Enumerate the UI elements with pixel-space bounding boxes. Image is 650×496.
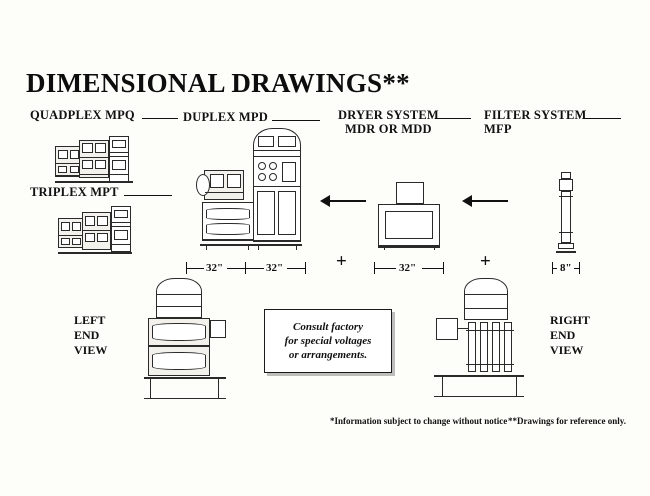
arrow-dryer-to-duplex	[320, 195, 366, 207]
right-end-view-label	[550, 313, 590, 358]
left-end-view-line2: END	[74, 328, 100, 342]
heading-duplex-rule	[272, 120, 320, 121]
consult-line3: or arrangements.	[288, 349, 368, 361]
heading-dryer-line2: MDR OR MDD	[345, 122, 432, 136]
filter-drawing	[555, 172, 577, 254]
left-end-view-label	[74, 313, 107, 358]
duplex-dim-left: 32"	[206, 262, 224, 274]
filter-dim: 8"	[560, 262, 572, 274]
dryer-dimension	[374, 262, 444, 278]
right-end-view-line2: END	[550, 328, 576, 342]
heading-filter-line2: MFP	[484, 122, 512, 136]
consult-line1: Consult factory	[293, 321, 363, 333]
heading-filter-line1: FILTER SYSTEM	[484, 108, 587, 122]
left-end-view-line3: VIEW	[74, 343, 108, 357]
duplex-dim-right: 32"	[266, 262, 284, 274]
plus-sign-1: +	[336, 251, 347, 272]
dryer-drawing	[378, 182, 442, 250]
triplex-drawing	[58, 206, 134, 254]
left-end-view-drawing	[134, 278, 232, 400]
heading-triplex: TRIPLEX MPT	[30, 185, 119, 199]
duplex-drawing	[196, 128, 306, 250]
filter-dimension	[552, 262, 580, 278]
right-end-view-line1: RIGHT	[550, 313, 591, 327]
plus-sign-2: +	[480, 251, 491, 272]
duplex-dimension	[186, 262, 306, 278]
arrow-filter-to-dryer	[462, 195, 508, 207]
footnote-right: **Drawings for reference only.	[508, 416, 626, 426]
heading-filter-rule	[583, 118, 621, 119]
heading-quadplex: QUADPLEX MPQ	[30, 108, 135, 122]
heading-quadplex-rule	[142, 118, 178, 119]
dryer-dim: 32"	[399, 262, 417, 274]
heading-dryer-rule	[435, 118, 471, 119]
heading-duplex: DUPLEX MPD	[183, 110, 268, 124]
consult-line2: for special voltages	[284, 335, 372, 347]
footnote-left: *Information subject to change without notice	[330, 416, 508, 426]
consult-factory-box	[264, 309, 392, 373]
page-title: DIMENSIONAL DRAWINGS**	[26, 68, 410, 98]
quadplex-drawing	[55, 136, 135, 182]
right-end-view-drawing	[432, 278, 532, 400]
heading-triplex-rule	[124, 195, 172, 196]
right-end-view-line3: VIEW	[550, 343, 584, 357]
heading-dryer-line1: DRYER SYSTEM	[338, 108, 439, 122]
left-end-view-line1: LEFT	[74, 313, 106, 327]
